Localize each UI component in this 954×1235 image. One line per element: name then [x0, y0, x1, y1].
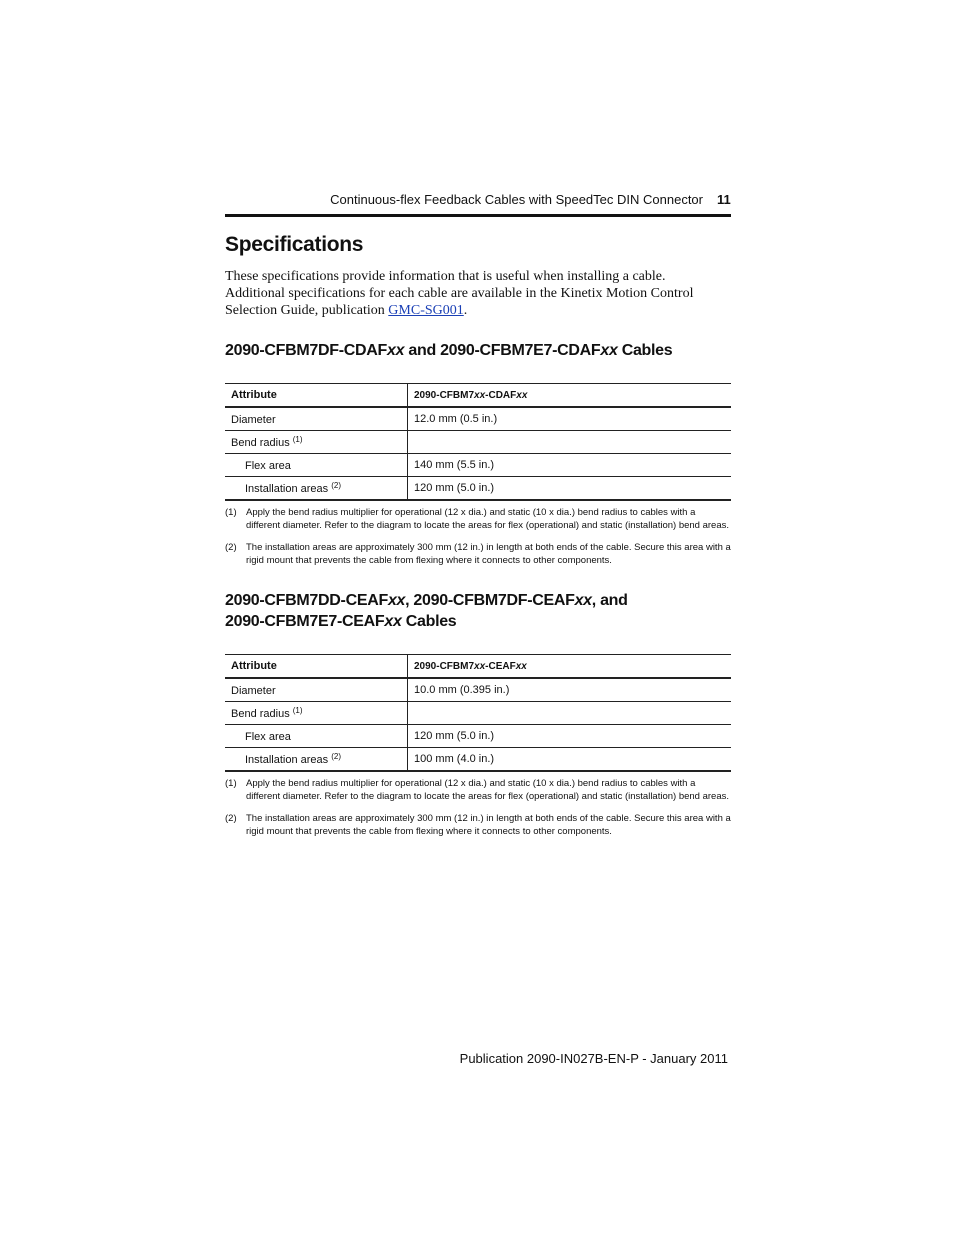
heading-text: and 2090-CFBM7E7-CDAF [404, 342, 601, 359]
footnote-text: The installation areas are approximately 300 mm (12 in.) in length at both ends of the cable. Secure this area with a rigid mount that prevents the cable from flexing where it connects to other components. [246, 813, 731, 837]
table2-footnote-1 [225, 778, 731, 803]
table-row [225, 454, 731, 477]
page-number: 11 [717, 192, 731, 207]
intro-paragraph [225, 268, 725, 319]
attribute-label: Bend radius [231, 708, 293, 720]
attribute-label: Installation areas [245, 754, 332, 766]
attribute-cell [225, 431, 408, 454]
spec-table-1 [225, 383, 731, 501]
footnote-ref: (1) [292, 706, 303, 715]
intro-text: These specifications provide information that is useful when installing a cable. Additional specifications for each cable are available in the Kinetix Motion Control Selection Guide, publication [225, 269, 694, 318]
header-text-italic: xx [474, 389, 486, 401]
value-cell [408, 702, 732, 725]
value-cell: 120 mm (5.0 in.) [408, 477, 732, 501]
value-cell: 100 mm (4.0 in.) [408, 748, 732, 772]
attribute-cell [225, 477, 408, 501]
col-attribute-header: Attribute [225, 655, 408, 679]
heading-text: 2090-CFBM7DD-CEAF [225, 592, 388, 609]
footnote-ref: (2) [331, 752, 341, 761]
heading-text: , 2090-CFBM7DF-CEAF [405, 592, 575, 609]
attribute-label: Bend radius [231, 437, 293, 449]
value-cell [408, 431, 732, 454]
footnote-text: Apply the bend radius multiplier for operational (12 x dia.) and static (10 x dia.) bend radius to cables with a different diameter. Refer to the diagram to locate the areas for flex (operational) and static (installation) bend areas. [246, 507, 730, 531]
attribute-cell [225, 407, 408, 431]
value-cell: 140 mm (5.5 in.) [408, 454, 732, 477]
table-row [225, 725, 731, 748]
publication-link[interactable]: GMC-SG001 [388, 303, 464, 318]
heading-text-italic: xx [387, 342, 405, 359]
header-text: -CEAF [485, 660, 516, 672]
attribute-label: Installation areas [245, 483, 332, 495]
heading-text-italic: xx [384, 613, 402, 630]
attribute-label: Flex area [245, 460, 291, 472]
header-text: 2090-CFBM7 [414, 389, 475, 401]
heading-text-italic: xx [387, 592, 406, 609]
attribute-cell [225, 748, 408, 772]
attribute-cell [225, 725, 408, 748]
header-text-italic: xx [515, 660, 527, 672]
table-header-row [225, 655, 731, 679]
table1-heading [225, 340, 672, 361]
value-cell: 12.0 mm (0.5 in.) [408, 407, 732, 431]
table1-footnote-2 [225, 542, 731, 567]
table-row [225, 748, 731, 772]
intro-text-end: . [463, 303, 468, 318]
table1-footnote-1 [225, 507, 731, 532]
table-row [225, 407, 731, 431]
header-text-italic: xx [516, 389, 528, 401]
heading-text-italic: xx [600, 342, 618, 359]
header-text: 2090-CFBM7 [414, 660, 475, 672]
publication-footer: Publication 2090-IN027B-EN-P - January 2011 [459, 1051, 728, 1066]
heading-text: , and [591, 592, 628, 609]
heading-text: 2090-CFBM7DF-CDAF [225, 342, 388, 359]
attribute-label: Diameter [231, 685, 276, 697]
footnote-text: Apply the bend radius multiplier for operational (12 x dia.) and static (10 x dia.) bend radius to cables with a different diameter. Refer to the diagram to locate the areas for flex (operational) and static (installation) bend areas. [246, 778, 730, 802]
attribute-cell [225, 454, 408, 477]
footnote-ref: (1) [292, 435, 303, 444]
heading-text: 2090-CFBM7E7-CEAF [225, 613, 385, 630]
section-title: Specifications [225, 233, 364, 256]
table-row [225, 477, 731, 501]
table2-heading [225, 590, 628, 632]
attribute-cell [225, 678, 408, 702]
heading-text-italic: xx [574, 592, 592, 609]
col-attribute-header: Attribute [225, 384, 408, 408]
value-cell: 120 mm (5.0 in.) [408, 725, 732, 748]
table-header-row [225, 384, 731, 408]
heading-text: Cables [401, 613, 457, 630]
table-row [225, 431, 731, 454]
footnote-mark: (2) [225, 813, 237, 824]
footnote-ref: (2) [331, 481, 341, 490]
attribute-label: Flex area [245, 731, 291, 743]
header-text: -CDAF [485, 389, 517, 401]
footnote-mark: (1) [225, 778, 237, 789]
footnote-mark: (2) [225, 542, 237, 553]
col-cable-header [408, 655, 732, 679]
col-cable-header [408, 384, 732, 408]
value-cell: 10.0 mm (0.395 in.) [408, 678, 732, 702]
attribute-cell [225, 702, 408, 725]
header-text-italic: xx [474, 660, 486, 672]
table-row [225, 702, 731, 725]
attribute-label: Diameter [231, 414, 276, 426]
spec-table-2 [225, 654, 731, 772]
footnote-text: The installation areas are approximately 300 mm (12 in.) in length at both ends of the cable. Secure this area with a rigid mount that prevents the cable from flexing where it connects to other components. [246, 542, 731, 566]
footnote-mark: (1) [225, 507, 237, 518]
table-row [225, 678, 731, 702]
header-rule [225, 214, 731, 217]
heading-text: Cables [617, 342, 673, 359]
running-header: Continuous-flex Feedback Cables with SpeedTec DIN Connector [330, 192, 703, 207]
table2-footnote-2 [225, 813, 731, 838]
